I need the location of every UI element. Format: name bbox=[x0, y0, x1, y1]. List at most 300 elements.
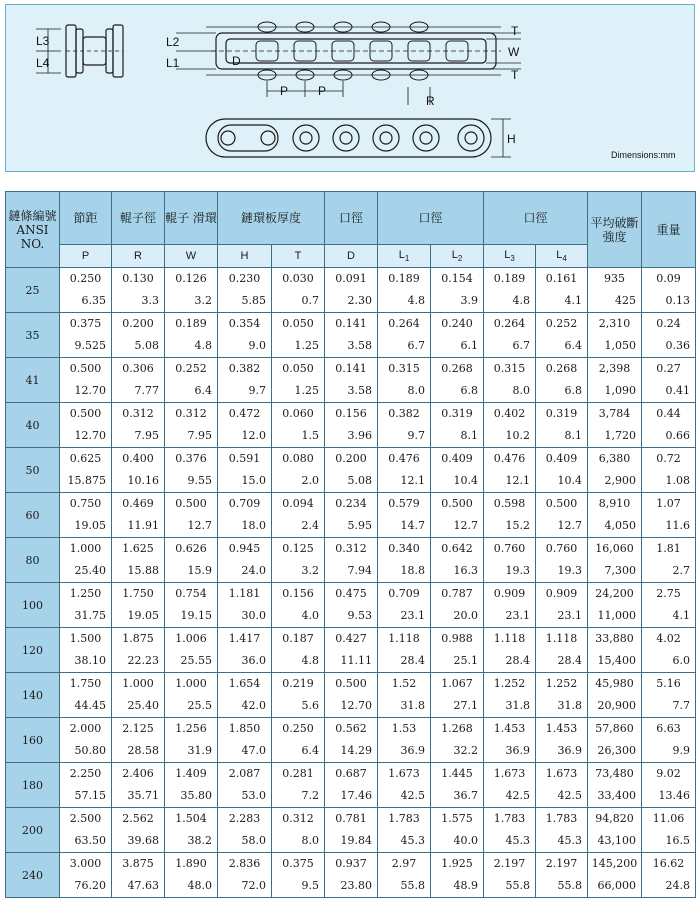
value-mm: 58.0 bbox=[241, 834, 266, 847]
value-mm: 31.75 bbox=[74, 609, 106, 622]
value-inch: 1.575 bbox=[441, 812, 473, 825]
header-plate: 鏈環板厚度 bbox=[218, 192, 325, 245]
value-cell bbox=[112, 403, 165, 448]
value-cell bbox=[60, 853, 112, 898]
value-inch: 1.750 bbox=[122, 587, 154, 600]
value-inch: 2.406 bbox=[122, 767, 154, 780]
value-inch: 9.02 bbox=[656, 767, 681, 780]
chain-spec-table bbox=[5, 191, 696, 898]
label-h: H bbox=[507, 132, 516, 146]
value-cell bbox=[218, 313, 272, 358]
value-mm: 8.1 bbox=[564, 429, 583, 442]
value-cell bbox=[431, 313, 484, 358]
value-cell bbox=[378, 493, 431, 538]
label-d: D bbox=[232, 54, 241, 68]
value-cell bbox=[218, 403, 272, 448]
value-inch: 0.24 bbox=[656, 317, 681, 330]
value-inch: 1.875 bbox=[122, 632, 154, 645]
value-inch: 6,380 bbox=[598, 452, 631, 465]
value-cell bbox=[60, 628, 112, 673]
value-mm: 45.3 bbox=[400, 834, 426, 847]
value-inch: 0.400 bbox=[122, 452, 154, 465]
value-inch: 0.945 bbox=[228, 542, 261, 555]
value-inch: 1.000 bbox=[122, 677, 154, 690]
value-cell bbox=[272, 358, 325, 403]
value-mm: 12.1 bbox=[505, 474, 531, 487]
label-p-2: P bbox=[318, 84, 327, 98]
value-mm: 63.50 bbox=[74, 834, 106, 847]
value-inch: 16,060 bbox=[595, 542, 634, 555]
value-inch: 0.382 bbox=[388, 407, 420, 420]
value-inch: 0.200 bbox=[122, 317, 154, 330]
value-mm: 11.11 bbox=[340, 654, 373, 667]
value-mm: 25.40 bbox=[127, 699, 159, 712]
value-inch: 2.836 bbox=[228, 857, 261, 870]
value-cell bbox=[325, 628, 378, 673]
value-cell bbox=[218, 763, 272, 808]
value-cell bbox=[378, 853, 431, 898]
value-inch: 0.475 bbox=[335, 587, 367, 600]
header-pitch: 節距 bbox=[60, 192, 112, 245]
value-inch: 2.125 bbox=[122, 722, 154, 735]
value-mm: 44.45 bbox=[74, 699, 106, 712]
value-mm: 30.0 bbox=[241, 609, 266, 622]
value-cell bbox=[112, 538, 165, 583]
value-cell bbox=[588, 358, 642, 403]
value-inch: 0.312 bbox=[282, 812, 314, 825]
value-mm: 45.3 bbox=[557, 834, 583, 847]
value-mm: 1,090 bbox=[604, 384, 637, 397]
value-mm: 43,100 bbox=[597, 834, 637, 847]
value-mm: 11.6 bbox=[665, 519, 691, 532]
value-inch: 1.000 bbox=[175, 677, 207, 690]
symbol-d: D bbox=[325, 245, 378, 268]
value-cell bbox=[60, 718, 112, 763]
value-inch: 0.094 bbox=[282, 497, 314, 510]
value-inch: 0.760 bbox=[545, 542, 578, 555]
value-inch: 0.709 bbox=[228, 497, 261, 510]
value-cell bbox=[484, 808, 536, 853]
value-inch: 1.504 bbox=[175, 812, 207, 825]
value-inch: 0.252 bbox=[175, 362, 207, 375]
value-cell bbox=[165, 718, 218, 763]
value-cell bbox=[165, 673, 218, 718]
value-inch: 0.126 bbox=[175, 272, 207, 285]
value-mm: 0.7 bbox=[301, 294, 320, 307]
value-inch: 1.000 bbox=[69, 542, 102, 555]
value-mm: 9.53 bbox=[347, 609, 373, 622]
value-inch: 0.268 bbox=[441, 362, 473, 375]
value-cell bbox=[272, 628, 325, 673]
value-inch: 0.909 bbox=[493, 587, 526, 600]
value-mm: 7,300 bbox=[604, 564, 637, 577]
value-cell bbox=[112, 718, 165, 763]
value-mm: 12.7 bbox=[453, 519, 479, 532]
symbol-l1: $L_1$ bbox=[378, 245, 431, 268]
value-cell bbox=[165, 493, 218, 538]
value-cell bbox=[218, 493, 272, 538]
value-inch: 0.312 bbox=[122, 407, 154, 420]
symbol-p: P bbox=[60, 245, 112, 268]
value-cell bbox=[112, 763, 165, 808]
value-mm: 2.0 bbox=[301, 474, 320, 487]
symbol-l2: $L_2$ bbox=[431, 245, 484, 268]
value-mm: 38.10 bbox=[74, 654, 106, 667]
value-mm: 17.46 bbox=[340, 789, 373, 802]
value-cell bbox=[378, 268, 431, 313]
value-mm: 6.4 bbox=[194, 384, 212, 397]
value-mm: 1.25 bbox=[294, 384, 320, 397]
value-mm: 3.2 bbox=[194, 294, 212, 307]
header-l12: 口徑 bbox=[378, 192, 484, 245]
value-cell bbox=[218, 853, 272, 898]
value-cell bbox=[642, 718, 696, 763]
value-cell bbox=[588, 583, 642, 628]
value-inch: 0.281 bbox=[282, 767, 314, 780]
value-inch: 0.988 bbox=[441, 632, 473, 645]
value-inch: 0.306 bbox=[122, 362, 154, 375]
value-inch: 1.07 bbox=[656, 497, 681, 510]
value-inch: 0.72 bbox=[656, 452, 681, 465]
value-mm: 36.9 bbox=[505, 744, 531, 757]
value-cell bbox=[378, 673, 431, 718]
value-inch: 2.197 bbox=[493, 857, 526, 870]
value-inch: 2.75 bbox=[656, 587, 681, 600]
value-mm: 19.05 bbox=[74, 519, 106, 532]
value-mm: 11,000 bbox=[597, 609, 637, 622]
value-mm: 42.5 bbox=[557, 789, 583, 802]
value-inch: 0.219 bbox=[282, 677, 314, 690]
value-cell bbox=[484, 718, 536, 763]
chain-number-cell: 41 bbox=[6, 358, 60, 403]
value-inch: 0.252 bbox=[545, 317, 578, 330]
value-mm: 1.25 bbox=[294, 339, 320, 352]
table-row bbox=[6, 853, 696, 898]
value-cell bbox=[588, 718, 642, 763]
value-mm: 31.8 bbox=[505, 699, 531, 712]
value-inch: 1.118 bbox=[493, 632, 526, 645]
value-inch: 0.080 bbox=[282, 452, 314, 465]
value-mm: 19.15 bbox=[180, 609, 212, 622]
value-inch: 1.81 bbox=[656, 542, 681, 555]
value-cell bbox=[325, 358, 378, 403]
chain-number-cell: 160 bbox=[6, 718, 60, 763]
value-cell bbox=[588, 628, 642, 673]
value-inch: 0.141 bbox=[335, 317, 367, 330]
value-mm: 25.5 bbox=[187, 699, 212, 712]
value-cell bbox=[642, 673, 696, 718]
value-inch: 45,980 bbox=[595, 677, 634, 690]
value-inch: 0.200 bbox=[335, 452, 367, 465]
value-cell bbox=[112, 808, 165, 853]
value-inch: 57,860 bbox=[595, 722, 634, 735]
value-inch: 0.141 bbox=[335, 362, 367, 375]
value-mm: 31.8 bbox=[557, 699, 583, 712]
value-mm: 15.88 bbox=[127, 564, 159, 577]
value-inch: 1.067 bbox=[441, 677, 473, 690]
label-p-1: P bbox=[280, 84, 289, 98]
value-cell bbox=[431, 358, 484, 403]
value-mm: 16.3 bbox=[453, 564, 479, 577]
value-mm: 4.1 bbox=[564, 294, 583, 307]
value-mm: 4.8 bbox=[301, 654, 320, 667]
value-mm: 55.8 bbox=[505, 879, 531, 892]
value-mm: 39.68 bbox=[127, 834, 159, 847]
value-inch: 0.050 bbox=[282, 362, 314, 375]
value-mm: 7.95 bbox=[134, 429, 159, 442]
symbol-h: H bbox=[218, 245, 272, 268]
value-cell bbox=[325, 583, 378, 628]
value-inch: 0.187 bbox=[282, 632, 314, 645]
value-cell bbox=[218, 538, 272, 583]
value-cell bbox=[272, 718, 325, 763]
value-cell bbox=[165, 403, 218, 448]
value-mm: 15.875 bbox=[67, 474, 106, 487]
value-mm: 50.80 bbox=[74, 744, 106, 757]
table-row bbox=[6, 673, 696, 718]
value-mm: 10.2 bbox=[505, 429, 531, 442]
value-mm: 35.80 bbox=[180, 789, 212, 802]
chain-number-cell: 80 bbox=[6, 538, 60, 583]
value-inch: 0.060 bbox=[282, 407, 314, 420]
value-cell bbox=[272, 853, 325, 898]
value-mm: 7.95 bbox=[187, 429, 212, 442]
value-inch: 1.268 bbox=[441, 722, 473, 735]
value-inch: 0.754 bbox=[175, 587, 207, 600]
value-cell bbox=[60, 763, 112, 808]
value-cell bbox=[536, 538, 588, 583]
value-cell bbox=[218, 448, 272, 493]
value-mm: 2.4 bbox=[301, 519, 320, 532]
value-mm: 40.0 bbox=[453, 834, 479, 847]
value-inch: 0.154 bbox=[441, 272, 473, 285]
value-cell bbox=[378, 763, 431, 808]
value-cell bbox=[165, 853, 218, 898]
value-inch: 2.283 bbox=[228, 812, 261, 825]
value-mm: 5.6 bbox=[301, 699, 320, 712]
label-t-top: T bbox=[511, 24, 519, 38]
value-cell bbox=[431, 538, 484, 583]
symbol-r: R bbox=[112, 245, 165, 268]
value-cell bbox=[165, 268, 218, 313]
table-row bbox=[6, 358, 696, 403]
value-mm: 19.3 bbox=[505, 564, 531, 577]
value-cell bbox=[378, 538, 431, 583]
value-mm: 15,400 bbox=[597, 654, 637, 667]
value-mm: 28.58 bbox=[127, 744, 159, 757]
value-cell bbox=[218, 718, 272, 763]
value-mm: 9.5 bbox=[301, 879, 320, 892]
value-cell bbox=[642, 493, 696, 538]
value-cell bbox=[588, 763, 642, 808]
value-inch: 1.783 bbox=[388, 812, 420, 825]
value-inch: 0.427 bbox=[335, 632, 367, 645]
value-cell bbox=[272, 268, 325, 313]
value-cell bbox=[60, 808, 112, 853]
value-mm: 48.0 bbox=[187, 879, 212, 892]
value-inch: 1.52 bbox=[391, 677, 417, 690]
value-cell bbox=[272, 448, 325, 493]
value-cell bbox=[642, 628, 696, 673]
value-inch: 0.230 bbox=[228, 272, 261, 285]
value-inch: 0.472 bbox=[228, 407, 261, 420]
value-cell bbox=[642, 313, 696, 358]
value-mm: 15.2 bbox=[505, 519, 531, 532]
value-inch: 1.53 bbox=[391, 722, 417, 735]
value-inch: 0.409 bbox=[441, 452, 473, 465]
value-cell bbox=[431, 583, 484, 628]
value-mm: 36.9 bbox=[400, 744, 426, 757]
value-inch: 0.562 bbox=[335, 722, 367, 735]
value-cell bbox=[165, 628, 218, 673]
value-mm: 8.0 bbox=[407, 384, 426, 397]
value-mm: 6.1 bbox=[460, 339, 479, 352]
value-inch: 0.189 bbox=[175, 317, 207, 330]
value-mm: 14.7 bbox=[400, 519, 426, 532]
value-cell bbox=[165, 538, 218, 583]
value-cell bbox=[165, 313, 218, 358]
value-mm: 36.0 bbox=[241, 654, 266, 667]
value-cell bbox=[536, 583, 588, 628]
value-mm: 13.46 bbox=[658, 789, 691, 802]
value-cell bbox=[378, 313, 431, 358]
value-mm: 47.0 bbox=[241, 744, 266, 757]
value-cell bbox=[112, 673, 165, 718]
value-mm: 1,050 bbox=[604, 339, 637, 352]
value-cell bbox=[325, 538, 378, 583]
value-inch: 1.409 bbox=[175, 767, 207, 780]
header-l34: 口徑 bbox=[484, 192, 588, 245]
value-cell bbox=[272, 538, 325, 583]
table-row bbox=[6, 493, 696, 538]
value-inch: 0.476 bbox=[493, 452, 526, 465]
label-l2: L2 bbox=[166, 35, 180, 49]
value-inch: 0.750 bbox=[69, 497, 102, 510]
value-inch: 0.315 bbox=[388, 362, 420, 375]
value-cell bbox=[588, 313, 642, 358]
value-mm: 25.55 bbox=[180, 654, 212, 667]
value-mm: 9.9 bbox=[672, 744, 691, 757]
value-cell bbox=[60, 358, 112, 403]
value-mm: 24.0 bbox=[241, 564, 266, 577]
value-inch: 1.673 bbox=[388, 767, 420, 780]
value-cell bbox=[484, 268, 536, 313]
table-row bbox=[6, 628, 696, 673]
value-mm: 1.5 bbox=[301, 429, 320, 442]
value-cell bbox=[218, 358, 272, 403]
value-mm: 6.35 bbox=[81, 294, 106, 307]
value-cell bbox=[325, 268, 378, 313]
value-cell bbox=[112, 583, 165, 628]
value-mm: 8.0 bbox=[301, 834, 320, 847]
value-cell bbox=[112, 853, 165, 898]
value-mm: 12.70 bbox=[74, 384, 106, 397]
value-inch: 4.02 bbox=[656, 632, 681, 645]
value-mm: 9.55 bbox=[187, 474, 212, 487]
value-cell bbox=[378, 628, 431, 673]
value-cell bbox=[60, 493, 112, 538]
value-inch: 1.453 bbox=[493, 722, 526, 735]
value-inch: 6.63 bbox=[656, 722, 681, 735]
value-mm: 14.29 bbox=[340, 744, 373, 757]
value-mm: 0.13 bbox=[665, 294, 691, 307]
value-mm: 19.84 bbox=[340, 834, 373, 847]
value-inch: 0.500 bbox=[175, 497, 207, 510]
value-mm: 12.70 bbox=[74, 429, 106, 442]
value-mm: 0.36 bbox=[665, 339, 691, 352]
value-inch: 73,480 bbox=[595, 767, 634, 780]
value-cell bbox=[60, 673, 112, 718]
value-cell bbox=[325, 493, 378, 538]
value-inch: 0.268 bbox=[545, 362, 578, 375]
value-mm: 0.66 bbox=[665, 429, 691, 442]
value-mm: 28.4 bbox=[400, 654, 426, 667]
value-cell bbox=[536, 628, 588, 673]
value-cell bbox=[218, 268, 272, 313]
value-inch: 0.375 bbox=[282, 857, 314, 870]
side-view-small bbox=[36, 25, 123, 77]
value-cell bbox=[588, 268, 642, 313]
value-inch: 1.252 bbox=[493, 677, 526, 690]
value-mm: 66,000 bbox=[597, 879, 637, 892]
value-mm: 28.4 bbox=[505, 654, 531, 667]
value-mm: 36.7 bbox=[453, 789, 479, 802]
value-inch: 1.673 bbox=[493, 767, 526, 780]
chain-number-cell: 200 bbox=[6, 808, 60, 853]
value-inch: 0.469 bbox=[122, 497, 154, 510]
value-cell bbox=[588, 853, 642, 898]
value-cell bbox=[325, 853, 378, 898]
value-cell bbox=[588, 493, 642, 538]
value-cell bbox=[325, 448, 378, 493]
value-mm: 31.9 bbox=[187, 744, 212, 757]
value-mm: 23.1 bbox=[505, 609, 531, 622]
value-cell bbox=[484, 583, 536, 628]
value-inch: 1.256 bbox=[175, 722, 207, 735]
value-inch: 0.500 bbox=[69, 407, 102, 420]
value-inch: 0.250 bbox=[282, 722, 314, 735]
value-mm: 3.58 bbox=[347, 384, 373, 397]
value-cell bbox=[272, 403, 325, 448]
value-inch: 0.787 bbox=[441, 587, 473, 600]
value-cell bbox=[536, 313, 588, 358]
value-mm: 11.91 bbox=[127, 519, 159, 532]
value-mm: 3.58 bbox=[347, 339, 373, 352]
value-inch: 0.125 bbox=[282, 542, 314, 555]
dimensions-note: Dimensions:mm bbox=[611, 150, 676, 160]
value-inch: 0.091 bbox=[335, 272, 367, 285]
value-inch: 0.579 bbox=[388, 497, 420, 510]
value-mm: 3.2 bbox=[301, 564, 320, 577]
value-mm: 24.8 bbox=[665, 879, 691, 892]
table-row bbox=[6, 763, 696, 808]
value-mm: 53.0 bbox=[241, 789, 266, 802]
value-cell bbox=[642, 268, 696, 313]
value-inch: 3.875 bbox=[122, 857, 154, 870]
value-cell bbox=[642, 853, 696, 898]
value-cell bbox=[112, 358, 165, 403]
value-mm: 6.7 bbox=[407, 339, 426, 352]
value-mm: 7.2 bbox=[301, 789, 320, 802]
header-row-main bbox=[6, 192, 696, 245]
value-cell bbox=[484, 538, 536, 583]
value-mm: 5.08 bbox=[134, 339, 159, 352]
value-mm: 42.5 bbox=[505, 789, 531, 802]
value-inch: 24,200 bbox=[595, 587, 634, 600]
value-inch: 1.925 bbox=[441, 857, 473, 870]
value-mm: 6.0 bbox=[672, 654, 691, 667]
value-inch: 0.409 bbox=[545, 452, 578, 465]
